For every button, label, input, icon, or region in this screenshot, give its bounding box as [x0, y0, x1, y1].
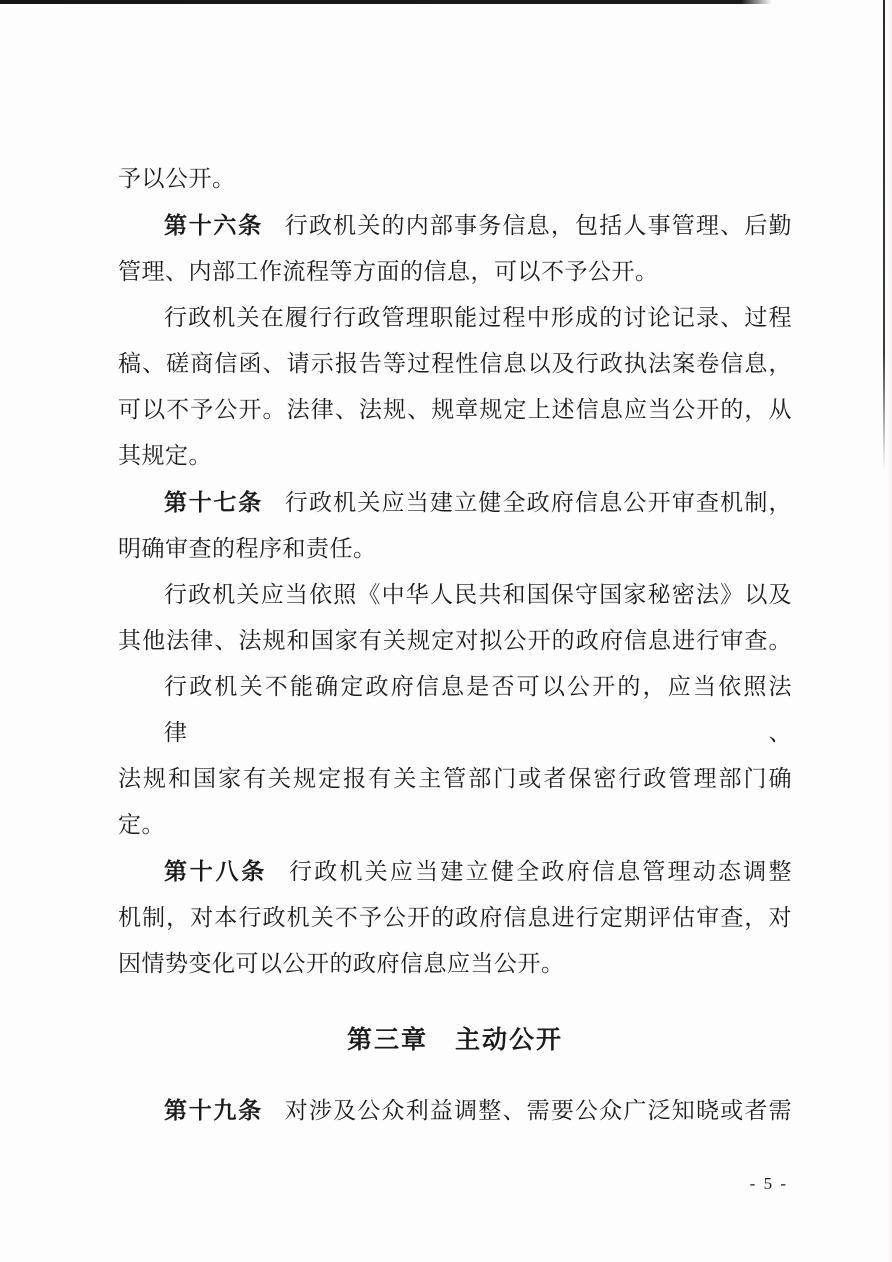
chapter-heading: 第三章 主动公开: [346, 1026, 563, 1054]
text-line: 其他法律、法规和国家有关规定对拟公开的政府信息进行审查。: [118, 628, 792, 653]
text-line: 明确审查的程序和责任。: [118, 536, 377, 561]
text-line: 其规定。: [118, 443, 212, 468]
text-line: 管理、内部工作流程等方面的信息，可以不予公开。: [118, 259, 659, 284]
text-line: 第十九条 对涉及公众利益调整、需要公众广泛知晓或者需: [164, 1097, 792, 1123]
text-line: 第十六条 行政机关的内部事务信息，包括人事管理、后勤: [164, 212, 792, 238]
article-number: 第十七条: [164, 489, 263, 515]
article-number: 第十六条: [164, 212, 263, 238]
text-line: 因情势变化可以公开的政府信息应当公开。: [118, 951, 565, 976]
text-line: 行政机关在履行行政管理职能过程中形成的讨论记录、过程: [164, 305, 792, 330]
article-number: 第十九条: [164, 1097, 263, 1123]
text-line: 予以公开。: [118, 166, 236, 191]
document-body: [118, 156, 792, 1134]
page-number: - 5 -: [749, 1174, 788, 1193]
text-line: 第十七条 行政机关应当建立健全政府信息公开审查机制，: [164, 489, 792, 515]
text-line: 第十八条 行政机关应当建立健全政府信息管理动态调整: [164, 858, 793, 884]
text-line: 定。: [118, 812, 165, 837]
text-line: 行政机关应当依照《中华人民共和国保守国家秘密法》以及: [164, 582, 792, 607]
article-number: 第十八条: [164, 858, 267, 884]
text-line: 机制，对本行政机关不予公开的政府信息进行定期评估审查，对: [118, 905, 792, 930]
text-line: 稿、磋商信函、请示报告等过程性信息以及行政执法案卷信息，: [118, 351, 792, 376]
scan-artifact-right-line: [883, 0, 885, 470]
text-line: 法规和国家有关规定报有关主管部门或者保密行政管理部门确: [118, 766, 792, 791]
scan-artifact-top-bar: [0, 0, 772, 4]
text-line: 可以不予公开。法律、法规、规章规定上述信息应当公开的，从: [118, 397, 792, 422]
text-line: 行政机关不能确定政府信息是否可以公开的，应当依照法律、: [164, 674, 792, 745]
scan-artifact-right-tint: [887, 0, 892, 1262]
